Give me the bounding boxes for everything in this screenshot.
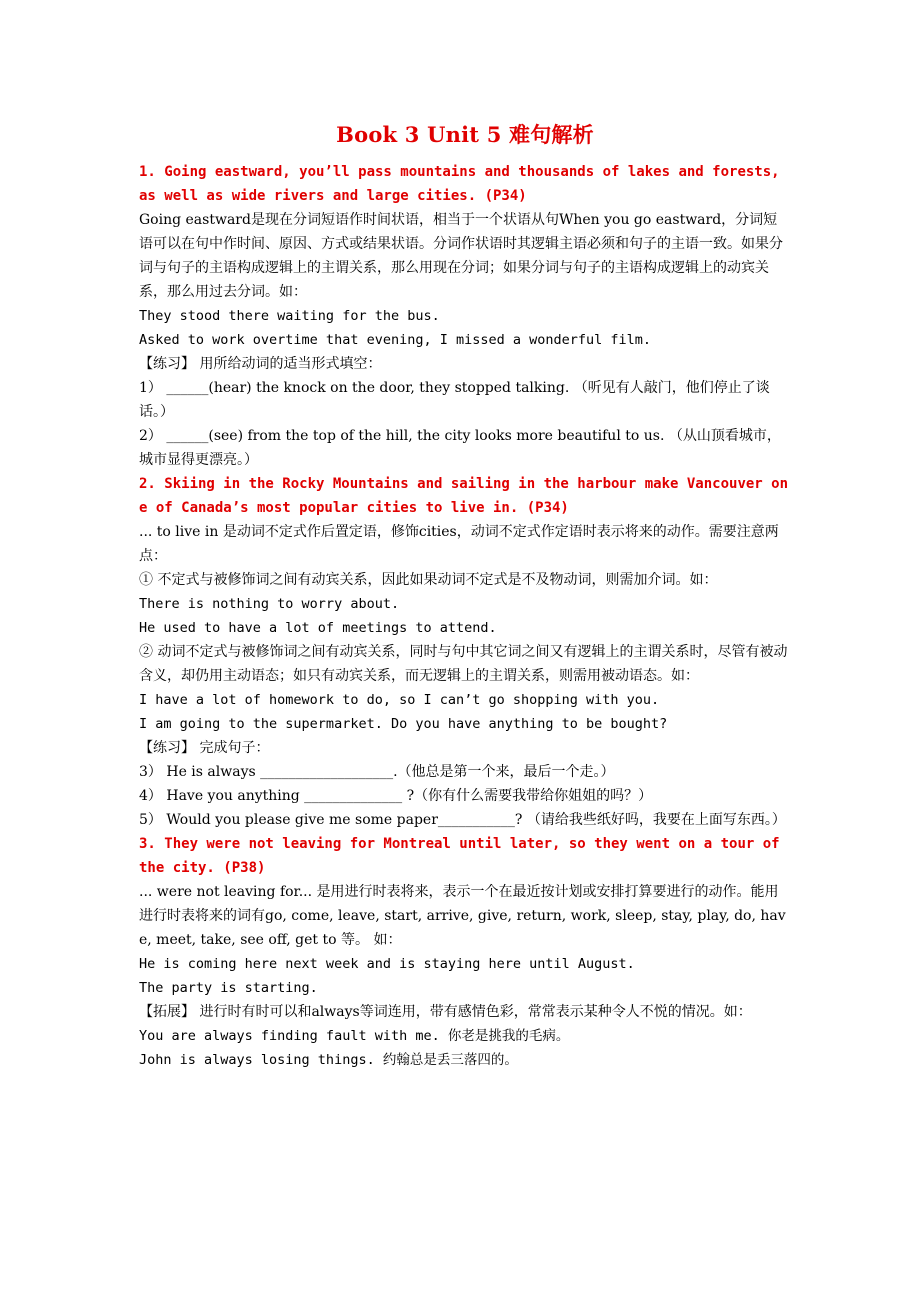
note-point-1: ① 不定式与被修饰词之间有动宾关系，因此如果动词不定式是不及物动词，则需加介词。如： bbox=[139, 572, 718, 588]
example-sentence: There is nothing to worry about. bbox=[139, 596, 400, 612]
note-point-2: ② 动词不定式与被修饰词之间有动宾关系，同时与句中其它词之间又有逻辑上的主谓关系时，尽管有被动含义，却仍用主动语态；如只有动宾关系，而无逻辑上的主谓关系，则需用被动语态。如： bbox=[139, 644, 788, 684]
example-sentence: Asked to work overtime that evening, I missed a wonderful film. bbox=[139, 332, 652, 348]
section-3-heading: 3. They were not leaving for Montreal until later, so they went on a tour of the city. (P38) bbox=[139, 836, 780, 876]
section-1-heading: 1. Going eastward, you’ll pass mountains and thousands of lakes and forests, as well as wide rivers and large cities. (P34) bbox=[139, 164, 780, 204]
page-title: Book 3 Unit 5 难句解析 bbox=[336, 122, 594, 147]
practice-question-4: 4） Have you anything ______________ ?（你有什么需要我带给你姐姐的吗？） bbox=[139, 788, 653, 804]
document-page bbox=[139, 118, 791, 1072]
section-3-explanation: ... were not leaving for... 是用进行时表将来，表示一个在最近按计划或安排打算要进行的动作。能用进行时表将来的词有go, come, leave, start, arrive, give, return, work, sleep, stay, play, do, have, meet, take, see off, get to 等。 如： bbox=[139, 884, 786, 948]
practice-label: 【练习】 用所给动词的适当形式填空： bbox=[139, 356, 382, 372]
example-sentence: I am going to the supermarket. Do you have anything to be bought? bbox=[139, 716, 668, 732]
section-2-heading: 2. Skiing in the Rocky Mountains and sailing in the harbour make Vancouver one of Canada’s most popular cities to live in. (P34) bbox=[139, 476, 789, 516]
practice-question-2: 2） ______(see) from the top of the hill, the city looks more beautiful to us. （从山顶看城市，城市显得更漂亮。） bbox=[139, 428, 781, 468]
example-sentence: John is always losing things. 约翰总是丢三落四的。 bbox=[139, 1052, 518, 1068]
example-sentence: He used to have a lot of meetings to attend. bbox=[139, 620, 497, 636]
section-1-explanation: Going eastward是现在分词短语作时间状语，相当于一个状语从句When you go eastward，分词短语可以在句中作时间、原因、方式或结果状语。分词作状语时其逻辑主语必须和句子的主语一致。如果分词与句子的主语构成逻辑上的主谓关系，那么用现在分词；如果分词与句子的主语构成逻辑上的动宾关系，那么用过去分词。如： bbox=[139, 212, 783, 300]
practice-question-1: 1） ______(hear) the knock on the door, they stopped talking. （听见有人敲门，他们停止了谈话。） bbox=[139, 380, 770, 420]
practice-label: 【练习】 完成句子： bbox=[139, 740, 270, 756]
example-sentence: The party is starting. bbox=[139, 980, 318, 996]
example-sentence: They stood there waiting for the bus. bbox=[139, 308, 440, 324]
example-sentence: I have a lot of homework to do, so I can’t go shopping with you. bbox=[139, 692, 660, 708]
practice-question-3: 3） He is always ___________________.（他总是第一个来，最后一个走。） bbox=[139, 764, 615, 780]
section-2-explanation: ... to live in 是动词不定式作后置定语，修饰cities，动词不定式作定语时表示将来的动作。需要注意两点： bbox=[139, 524, 779, 564]
example-sentence: You are always finding fault with me. 你老是挑我的毛病。 bbox=[139, 1028, 570, 1044]
example-sentence: He is coming here next week and is staying here until August. bbox=[139, 956, 635, 972]
extension-note: 【拓展】 进行时有时可以和always等词连用，带有感情色彩，常常表示某种令人不悦的情况。如： bbox=[139, 1004, 752, 1020]
practice-question-5: 5） Would you please give me some paper___________? （请给我些纸好吗，我要在上面写东西。） bbox=[139, 812, 786, 828]
